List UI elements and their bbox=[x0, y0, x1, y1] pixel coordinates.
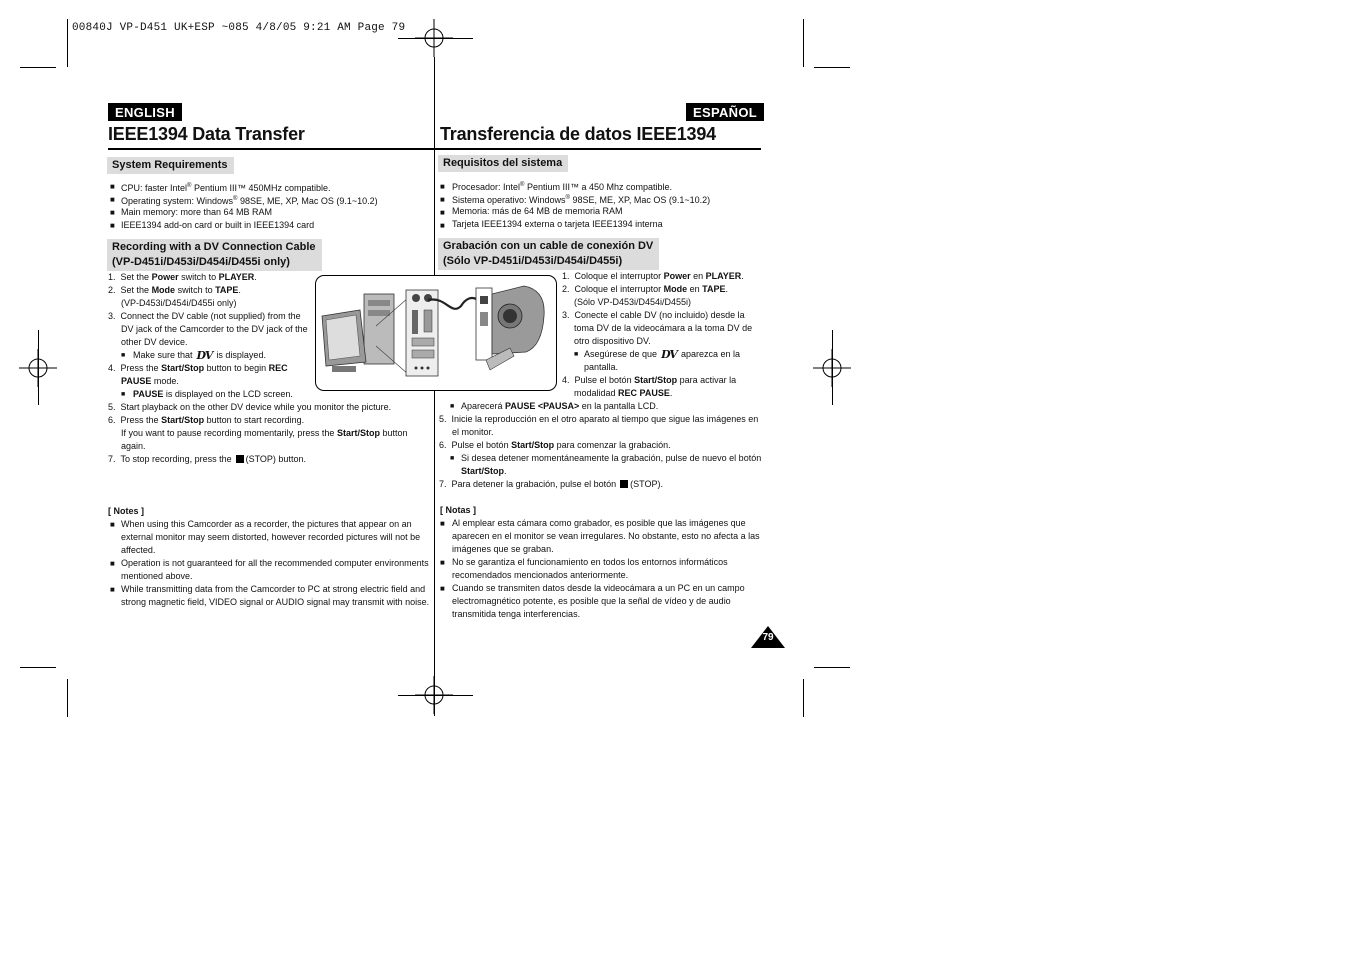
stop-icon bbox=[620, 480, 628, 488]
nota-linea: No se garantiza el funcionamiento en todos los entornos informáticos bbox=[452, 557, 728, 567]
bullet-icon: ■ bbox=[440, 584, 445, 593]
paso-4-subnota: Aparecerá PAUSE <PAUSA> en la pantalla LCD. bbox=[461, 401, 659, 411]
paso-3: 3. Conecte el cable DV (no incluido) desde la bbox=[562, 310, 745, 320]
crop-mark bbox=[803, 679, 804, 717]
step-5: 5. Start playback on the other DV device while you monitor the picture. bbox=[108, 402, 392, 412]
bullet-icon: ■ bbox=[110, 585, 115, 594]
crop-mark bbox=[67, 19, 68, 67]
list-item: CPU: faster Intel® Pentium III™ 450MHz compatible. bbox=[121, 183, 331, 193]
bullet-icon: ■ bbox=[110, 182, 115, 191]
note-line: mentioned above. bbox=[121, 571, 193, 581]
nota-linea: Cuando se transmiten datos desde la videocámara a un PC en un campo bbox=[452, 583, 745, 593]
paso-6-subnota: Si desea detener momentáneamente la grabación, pulse de nuevo el botón bbox=[461, 453, 762, 463]
dv-logo-icon: DV bbox=[661, 348, 677, 361]
print-header: 00840J VP-D451 UK+ESP ~085 4/8/05 9:21 AM Page 79 bbox=[72, 22, 406, 34]
paso-6-subnota-linea: Start/Stop. bbox=[461, 466, 507, 476]
registration-mark-icon bbox=[415, 19, 453, 57]
paso-3-subnota-linea: pantalla. bbox=[584, 362, 619, 372]
note-line: strong magnetic field, VIDEO signal or AUDIO signal may transmit with noise. bbox=[121, 597, 430, 607]
bullet-icon: ■ bbox=[450, 455, 455, 462]
step-3: 3. Connect the DV cable (not supplied) from the bbox=[108, 311, 301, 321]
crop-mark bbox=[38, 330, 39, 405]
page-title-english: IEEE1394 Data Transfer bbox=[108, 124, 305, 144]
list-item: Sistema operativo: Windows® 98SE, ME, XP, Mac OS (9.1~10.2) bbox=[452, 195, 711, 205]
crop-mark bbox=[20, 667, 56, 668]
title-rule bbox=[108, 148, 761, 150]
nota-linea: Al emplear esta cámara como grabador, es posible que las imágenes que bbox=[452, 518, 746, 528]
step-4-line: PAUSE mode. bbox=[121, 376, 179, 386]
page-title-espanol: Transferencia de datos IEEE1394 bbox=[440, 124, 716, 144]
section-header-line: (Sólo VP-D451i/D453i/D454i/D455i) bbox=[443, 255, 623, 267]
list-item: Main memory: more than 64 MB RAM bbox=[121, 207, 273, 217]
step-2: 2. Set the Mode switch to TAPE. bbox=[108, 285, 241, 295]
crop-mark bbox=[67, 679, 68, 717]
pc-camcorder-connection-icon bbox=[316, 276, 556, 390]
bullet-icon: ■ bbox=[440, 221, 445, 230]
bullet-icon: ■ bbox=[110, 559, 115, 568]
paso-6: 6. Pulse el botón Start/Stop para comenzar la grabación. bbox=[439, 440, 671, 450]
bullet-icon: ■ bbox=[110, 520, 115, 529]
nota-linea: recomendados mencionados anteriormente. bbox=[452, 570, 629, 580]
note-line: While transmitting data from the Camcorder to PC at strong electric field and bbox=[121, 584, 426, 594]
paso-4: 4. Pulse el botón Start/Stop para activar la bbox=[562, 375, 737, 385]
list-item: Tarjeta IEEE1394 externa o tarjeta IEEE1394 interna bbox=[452, 219, 663, 229]
bullet-icon: ■ bbox=[110, 221, 115, 230]
bullet-icon: ■ bbox=[440, 182, 445, 191]
section-header-grabacion bbox=[438, 238, 659, 270]
dv-connection-illustration bbox=[315, 275, 557, 391]
language-badge-english: ENGLISH bbox=[108, 103, 182, 121]
step-4-subnote: PAUSE is displayed on the LCD screen. bbox=[133, 389, 293, 399]
step-3-subnote: Make sure that DV is displayed. bbox=[133, 349, 266, 362]
step-6-note: If you want to pause recording momentarily, press the Start/Stop button bbox=[121, 428, 408, 438]
bullet-icon: ■ bbox=[440, 558, 445, 567]
paso-7: 7. Para detener la grabación, pulse el botón (STOP). bbox=[439, 479, 663, 489]
paso-4-linea: modalidad REC PAUSE. bbox=[574, 388, 673, 398]
bullet-icon: ■ bbox=[440, 519, 445, 528]
bullet-icon: ■ bbox=[121, 391, 126, 398]
nota-linea: imágenes que se graban. bbox=[452, 544, 554, 554]
step-7: 7. To stop recording, press the (STOP) button. bbox=[108, 454, 306, 464]
note-line: affected. bbox=[121, 545, 156, 555]
bullet-icon: ■ bbox=[121, 352, 126, 359]
notes-title: [ Notes ] bbox=[108, 506, 144, 516]
list-item: Procesador: Intel® Pentium III™ a 450 Mhz compatible. bbox=[452, 182, 673, 192]
step-1: 1. Set the Power switch to PLAYER. bbox=[108, 272, 257, 282]
page-number: 79 bbox=[762, 632, 774, 643]
paso-3-linea: otro dispositivo DV. bbox=[574, 336, 651, 346]
list-item: IEEE1394 add-on card or built in IEEE1394 card bbox=[121, 220, 315, 230]
paso-5: 5. Inicie la reproducción en el otro aparato al tiempo que sigue las imágenes en bbox=[439, 414, 759, 424]
paso-2: 2. Coloque el interruptor Mode en TAPE. bbox=[562, 284, 728, 294]
paso-3-subnota: Asegúrese de que DV aparezca en la bbox=[584, 348, 740, 361]
dv-logo-icon: DV bbox=[196, 349, 213, 362]
section-header-line: Recording with a DV Connection Cable bbox=[112, 241, 316, 253]
step-6-note-line: again. bbox=[121, 441, 146, 451]
section-header-recording bbox=[107, 239, 322, 271]
step-3-line: other DV device. bbox=[121, 337, 188, 347]
step-2-note: (VP-D453i/D454i/D455i only) bbox=[121, 298, 237, 308]
stop-icon bbox=[236, 455, 244, 463]
paso-5-linea: el monitor. bbox=[452, 427, 494, 437]
section-header-system-requirements: System Requirements bbox=[107, 157, 234, 174]
paso-1: 1. Coloque el interruptor Power en PLAYER. bbox=[562, 271, 744, 281]
step-3-line: DV jack of the Camcorder to the DV jack of the bbox=[121, 324, 308, 334]
note-line: external monitor may seem distorted, however recorded pictures will not be bbox=[121, 532, 421, 542]
nota-linea: aparecen en el monitor se vean irregulares. No obstante, esto no afecta a las bbox=[452, 531, 760, 541]
note-line: Operation is not guaranteed for all the recommended computer environments bbox=[121, 558, 429, 568]
note-line: When using this Camcorder as a recorder, the pictures that appear on an bbox=[121, 519, 412, 529]
bullet-icon: ■ bbox=[110, 195, 115, 204]
bullet-icon: ■ bbox=[440, 195, 445, 204]
paso-3-linea: toma DV de la videocámara a la toma DV de bbox=[574, 323, 753, 333]
crop-mark bbox=[803, 19, 804, 67]
step-6: 6. Press the Start/Stop button to start recording. bbox=[108, 415, 305, 425]
crop-mark bbox=[20, 67, 56, 68]
notas-title: [ Notas ] bbox=[440, 505, 476, 515]
crop-mark bbox=[814, 67, 850, 68]
language-badge-espanol: ESPAÑOL bbox=[686, 103, 764, 121]
bullet-icon: ■ bbox=[574, 351, 579, 358]
list-item: Memoria: más de 64 MB de memoria RAM bbox=[452, 206, 623, 216]
crop-mark bbox=[832, 330, 833, 405]
bullet-icon: ■ bbox=[110, 208, 115, 217]
section-header-requisitos: Requisitos del sistema bbox=[438, 155, 568, 172]
bullet-icon: ■ bbox=[450, 403, 455, 410]
list-item: Operating system: Windows® 98SE, ME, XP, Mac OS (9.1~10.2) bbox=[121, 196, 378, 206]
bullet-icon: ■ bbox=[440, 208, 445, 217]
section-header-line: (VP-D451i/D453i/D454i/D455i only) bbox=[112, 256, 290, 268]
nota-linea: electromagnético potente, es posible que la señal de vídeo y de audio bbox=[452, 596, 731, 606]
nota-linea: transmitida tenga interferencias. bbox=[452, 609, 581, 619]
crop-mark bbox=[814, 667, 850, 668]
paso-2-nota: (Sólo VP-D453i/D454i/D455i) bbox=[574, 297, 692, 307]
step-4: 4. Press the Start/Stop button to begin REC bbox=[108, 363, 288, 373]
section-header-line: Grabación con un cable de conexión DV bbox=[443, 240, 654, 252]
